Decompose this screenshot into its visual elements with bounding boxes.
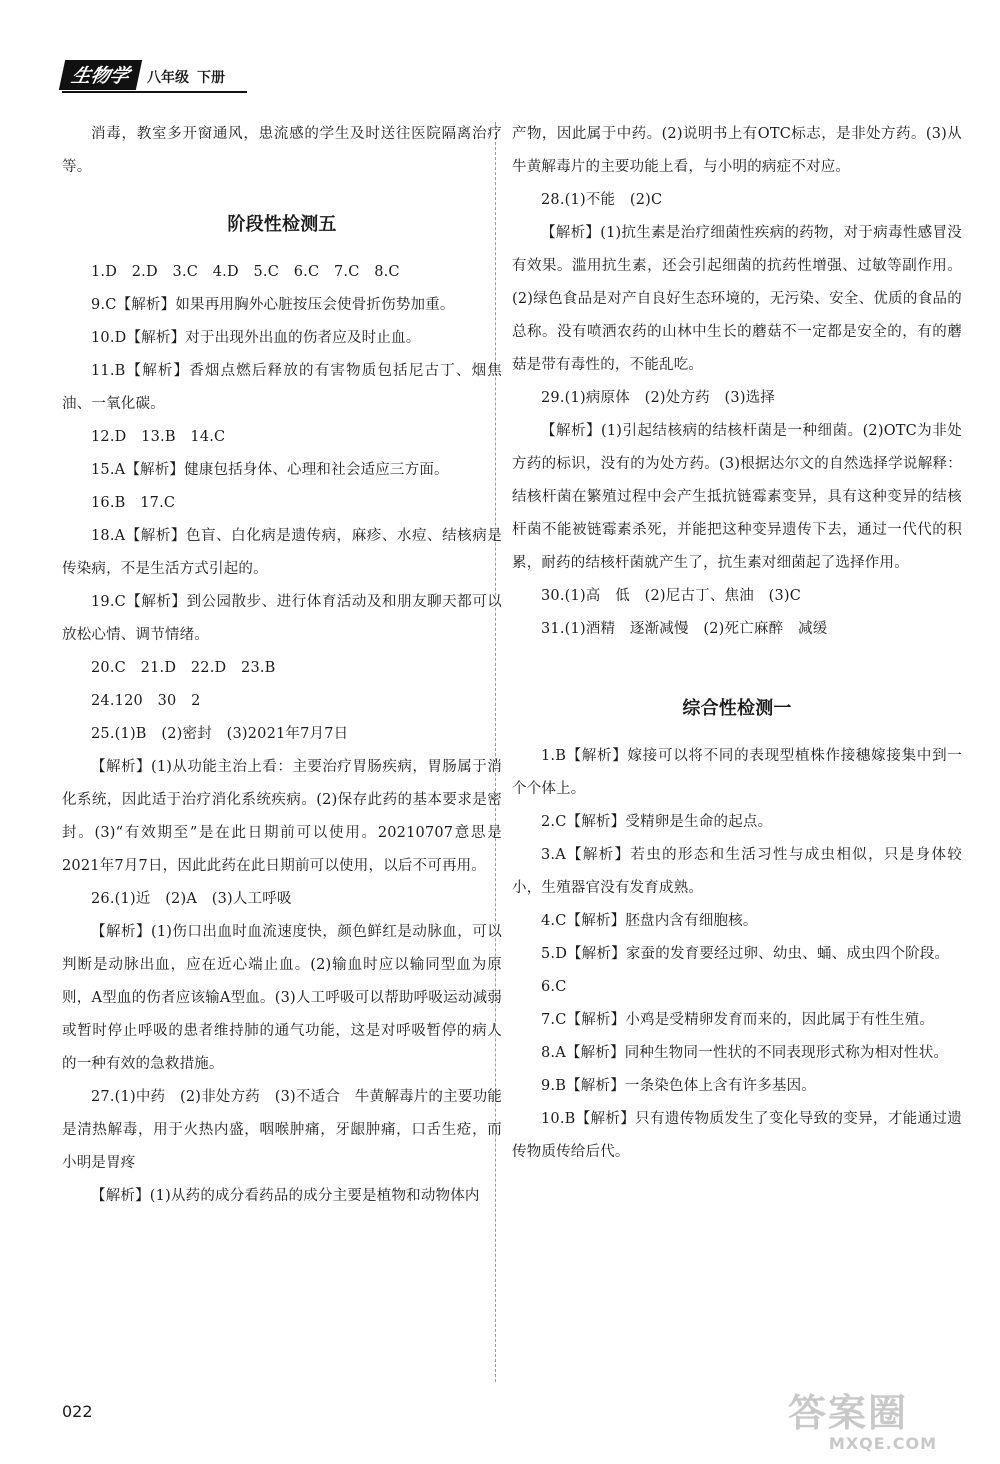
paragraph: 消毒，教室多开窗通风，患流感的学生及时送往医院隔离治疗等。 (62, 126, 502, 175)
answer-item: 15.A【解析】健康包括身体、心理和社会适应三方面。 (91, 462, 449, 478)
right-column (512, 118, 962, 1169)
answer-item: 4.C【解析】胚盘内含有细胞核。 (541, 913, 758, 929)
answer-item: 11.B【解析】香烟点燃后释放的有害物质包括尼古丁、烟焦油、一氧化碳。 (62, 363, 502, 412)
answer-item: 25.(1)B (2)密封 (3)2021年7月7日 (91, 726, 349, 742)
answer-item: 3.A【解析】若虫的形态和生活习性与成虫相似，只是身体较小，生殖器官没有发育成熟。 (512, 847, 962, 896)
answer-item: 7.C【解析】小鸡是受精卵发育而来的，因此属于有性生殖。 (541, 1012, 935, 1028)
answer-item: 1.D 2.D 3.C 4.D 5.C 6.C 7.C 8.C (91, 264, 400, 280)
answer-item: 19.C【解析】到公园散步、进行体育活动及和朋友聊天都可以放松心情、调节情绪。 (62, 594, 502, 643)
answer-item: 12.D 13.B 14.C (91, 429, 226, 445)
paragraph-continued: 产物，因此属于中药。(2)说明书上有OTC标志，是非处方药。(3)从牛黄解毒片的主要功能上看，与小明的病症不对应。 (512, 126, 962, 175)
running-header (62, 62, 225, 90)
answer-item: 18.A【解析】色盲、白化病是遗传病，麻疹、水痘、结核病是传染病，不是生活方式引起的。 (62, 528, 502, 577)
section-title-comprehensive-test-1: 综合性检测一 (682, 698, 792, 719)
header-subject: 生物学 (59, 60, 142, 90)
left-column (62, 118, 502, 1213)
watermark-text: 答案圈 (788, 1391, 909, 1435)
answer-item: 1.B【解析】嫁接可以将不同的表现型植株作接穗嫁接集中到一个个体上。 (512, 748, 962, 797)
answer-item: 29.(1)病原体 (2)处方药 (3)选择 (541, 390, 776, 406)
answer-item: 16.B 17.C (91, 495, 176, 511)
watermark-logo (788, 1392, 978, 1452)
header-rule (62, 91, 247, 93)
section-title-stage-test-5: 阶段性检测五 (227, 214, 337, 235)
answer-item: 5.D【解析】家蚕的发育要经过卵、幼虫、蛹、成虫四个阶段。 (541, 946, 950, 962)
answer-item: 9.C【解析】如果再用胸外心脏按压会使骨折伤势加重。 (91, 297, 455, 313)
page-number: 022 (62, 1402, 93, 1421)
answer-item: 9.B【解析】一条染色体上含有许多基因。 (541, 1078, 816, 1094)
answer-item: 6.C (541, 979, 567, 995)
header-volume: 下册 (197, 70, 226, 86)
answer-item: 8.A【解析】同种生物同一性状的不同表现形式称为相对性状。 (541, 1045, 949, 1061)
answer-item: 30.(1)高 低 (2)尼古丁、焦油 (3)C (541, 588, 802, 604)
analysis-paragraph: 【解析】(1)引起结核病的结核杆菌是一种细菌。(2)OTC为非处方药的标识，没有的为处方药。(3)根据达尔文的自然选择学说解释：结核杆菌在繁殖过程中会产生抵抗链霉素变异，具有这种变异的结核杆菌不能被链霉素杀死，并能把这种变异遗传下去，通过一代代的积累，耐药的结核杆菌就产生了，抗生素对细菌起了选择作用。 (512, 423, 962, 571)
answer-item: 26.(1)近 (2)A (3)人工呼吸 (91, 891, 292, 907)
analysis-paragraph: 【解析】(1)从功能主治上看：主要治疗胃肠疾病，胃肠属于消化系统，因此适于治疗消化系统疾病。(2)保存此药的基本要求是密封。(3)“有效期至”是在此日期前可以使用。20210707意思是2021年7月7日，因此此药在此日期前可以使用，以后不可再用。 (62, 759, 502, 874)
answer-item: 20.C 21.D 22.D 23.B (91, 660, 276, 676)
answer-item: 28.(1)不能 (2)C (541, 192, 663, 208)
header-grade: 八年级 (147, 70, 190, 86)
analysis-paragraph: 【解析】(1)从药的成分看药品的成分主要是植物和动物体内 (91, 1188, 480, 1204)
answer-item: 27.(1)中药 (2)非处方药 (3)不适合 牛黄解毒片的主要功能是清热解毒，用于火热内盛，咽喉肿痛，牙龈肿痛，口舌生疮，而小明是胃疼 (62, 1089, 502, 1171)
analysis-paragraph: 【解析】(1)抗生素是治疗细菌性疾病的药物，对于病毒性感冒没有效果。滥用抗生素，还会引起细菌的抗药性增强、过敏等副作用。(2)绿色食品是对产自良好生态环境的，无污染、安全、优质的食品的总称。没有喷洒农药的山林中生长的蘑菇不一定都是安全的，有的蘑菇是带有毒性的，不能乱吃。 (512, 225, 962, 373)
answer-item: 2.C【解析】受精卵是生命的起点。 (541, 814, 773, 830)
answer-item: 10.B【解析】只有遗传物质发生了变化导致的变异，才能通过遗传物质传给后代。 (512, 1111, 962, 1160)
answer-item: 10.D【解析】对于出现外出血的伤者应及时止血。 (91, 330, 421, 346)
analysis-paragraph: 【解析】(1)伤口出血时血流速度快，颜色鲜红是动脉血，可以判断是动脉出血，应在近心端止血。(2)输血时应以输同型血为原则，A型血的伤者应该输A型血。(3)人工呼吸可以帮助呼吸运动减弱或暂时停止呼吸的患者维持肺的通气功能，这是对呼吸暂停的病人的一种有效的急救措施。 (62, 924, 502, 1072)
watermark-url: MXQE.COM (828, 1434, 938, 1453)
answer-item: 24.120 30 2 (91, 693, 201, 709)
answer-item: 31.(1)酒精 逐渐减慢 (2)死亡麻醉 减缓 (541, 621, 828, 637)
